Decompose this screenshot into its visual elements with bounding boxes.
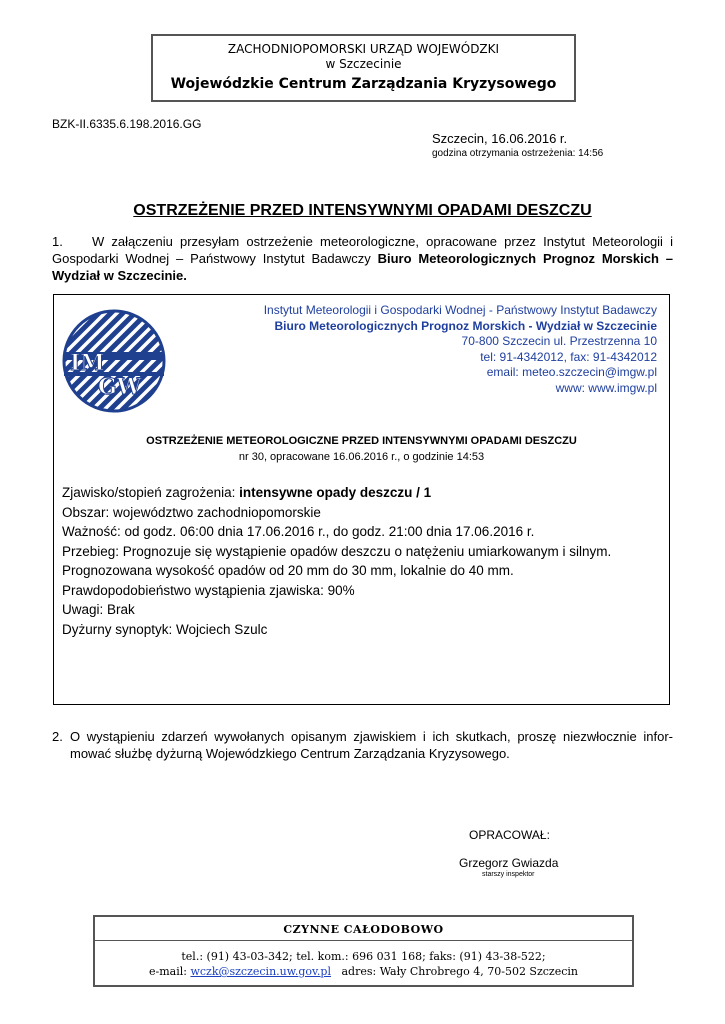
warning-course: Przebieg: Prognozuje się wystąpienie opadów deszczu o natężeniu umiarkowanym i silnym. bbox=[62, 543, 612, 559]
footer-phones: tel.: (91) 43-03-342; tel. kom.: 696 031 168; faks: (91) 43-38-522; bbox=[181, 950, 546, 963]
institute-contact bbox=[264, 303, 657, 396]
paragraph-1-number: 1. bbox=[52, 234, 63, 249]
signer-role: starszy inspektor bbox=[482, 871, 535, 878]
logo-text-bottom: GW bbox=[98, 374, 142, 400]
institute-bureau: Biuro Meteorologicznych Prognoz Morskich - Wydział w Szczecinie bbox=[274, 318, 657, 333]
header-center: Wojewódzkie Centrum Zarządzania Kryzysowego bbox=[170, 76, 557, 92]
institute-name: Instytut Meteorologii i Gospodarki Wodnej - Państwowy Instytut Badawczy bbox=[263, 303, 657, 317]
logo-text-top: IM bbox=[70, 350, 105, 376]
paragraph-2-text: O wystąpieniu zdarzeń wywołanych opisanym zjawiskiem i ich skutkach, proszę niezwłocznie infor-mować służbę dyżurną Wojewódzkiego Centrum Zarządzania Kryzysowego. bbox=[70, 729, 673, 761]
paragraph-1-bold: Biuro Meteorologicznych Prognoz Morskich – Wydział w Szczecinie. bbox=[52, 251, 673, 283]
meteo-warning-box bbox=[53, 294, 670, 705]
phenomenon-label: Zjawisko/stopień zagrożenia: bbox=[62, 485, 240, 500]
footer-email-line bbox=[95, 964, 632, 979]
place-date: Szczecin, 16.06.2016 r. bbox=[432, 131, 568, 146]
institute-phone: tel: 91-4342012, fax: 91-4342012 bbox=[480, 349, 657, 364]
institute-www[interactable]: www: www.imgw.pl bbox=[555, 380, 657, 395]
warning-remarks: Uwagi: Brak bbox=[62, 602, 135, 617]
header-city: w Szczecinie bbox=[325, 57, 402, 71]
warning-validity: Ważność: od godz. 06:00 dnia 17.06.2016 r., do godz. 21:00 dnia 17.06.2016 r. bbox=[62, 524, 535, 539]
warning-subtitle: nr 30, opracowane 16.06.2016 r., o godzinie 14:53 bbox=[238, 451, 485, 463]
document-title: OSTRZEŻENIE PRZED INTENSYWNYMI OPADAMI DESZCZU bbox=[133, 202, 592, 219]
paragraph-1-text: W załączeniu przesyłam ostrzeżenie meteorologiczne, opracowane przez Instytut Meteorologii i Gospodarki Wodnej – Państwowy Instytut Badawczy bbox=[52, 234, 673, 266]
warning-phenomenon bbox=[62, 483, 611, 503]
footer-contact-box bbox=[93, 915, 634, 987]
institute-address: 70-800 Szczecin ul. Przestrzenna 10 bbox=[461, 334, 657, 348]
prepared-by-label: OPRACOWAŁ: bbox=[469, 828, 550, 842]
warning-forecast: Prognozowana wysokość opadów od 20 mm do 30 mm, lokalnie do 40 mm. bbox=[62, 563, 514, 578]
paragraph-2 bbox=[52, 728, 673, 762]
reference-number: BZK-II.6335.6.198.2016.GG bbox=[52, 117, 202, 131]
received-time: godzina otrzymania ostrzeżenia: 14:56 bbox=[432, 148, 604, 159]
paragraph-2-number: 2. bbox=[52, 729, 63, 744]
warning-details bbox=[62, 483, 611, 639]
header-office: ZACHODNIOPOMORSKI URZĄD WOJEWÓDZKI bbox=[227, 42, 500, 56]
signer-name: Grzegorz Gwiazda bbox=[459, 856, 559, 870]
paragraph-1 bbox=[52, 233, 673, 284]
issuer-header-box bbox=[151, 34, 576, 102]
footer-email-link[interactable]: wczk@szczecin.uw.gov.pl bbox=[190, 965, 331, 978]
footer-title: CZYNNE CAŁODOBOWO bbox=[283, 923, 444, 936]
warning-area: Obszar: województwo zachodniopomorskie bbox=[62, 504, 321, 520]
warning-forecaster: Dyżurny synoptyk: Wojciech Szulc bbox=[62, 621, 268, 637]
footer-address: adres: Wały Chrobrego 4, 70-502 Szczecin bbox=[341, 965, 578, 978]
footer-divider bbox=[95, 940, 632, 941]
warning-probability: Prawdopodobieństwo wystąpienia zjawiska: 90% bbox=[62, 582, 355, 598]
institute-email[interactable]: email: meteo.szczecin@imgw.pl bbox=[486, 365, 657, 379]
phenomenon-value: intensywne opady deszczu / 1 bbox=[239, 485, 432, 500]
warning-title: OSTRZEŻENIE METEOROLOGICZNE PRZED INTENSYWNYMI OPADAMI DESZCZU bbox=[146, 435, 577, 447]
footer-email-label: e-mail: bbox=[148, 965, 191, 978]
